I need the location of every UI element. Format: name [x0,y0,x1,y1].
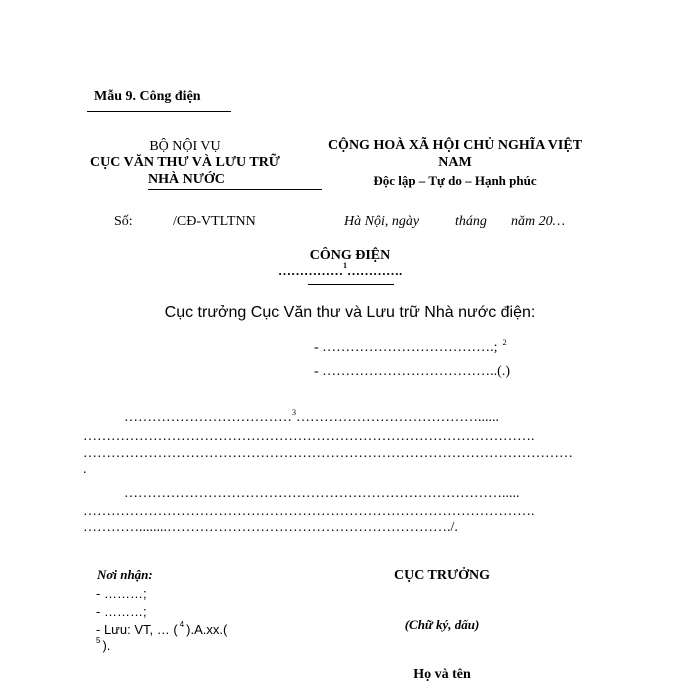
receiver-item-4: $^5$ ). [96,636,111,653]
body-p2-line3: …………........……………………………………………………./. [83,520,458,535]
doc-summary [278,263,402,279]
date-place: Hà Nội, ngày [344,214,420,229]
form-title: Mẫu 9. Công điện [94,89,201,104]
recipient-2: - ………………………………..(.) [314,364,510,379]
date-year: năm 20… [511,214,566,229]
body-p2-line2: ……………………………………………………………………………………. [83,504,535,519]
form-title-underline [87,111,231,112]
recipient-1: - ……………………………….; $^2$ [314,338,507,355]
doc-summary-right: …………. [347,263,403,278]
national-title-line1: CỘNG HOÀ XÃ HỘI CHỦ NGHĨA VIỆT [327,138,583,153]
number-label: Số: [114,214,133,229]
receivers-title: Nơi nhận: [97,567,153,582]
signer-title: CỤC TRƯỞNG [393,568,491,583]
body-p1-line3: …………………………………………………………………………………………… [83,446,573,461]
body-p1-line1: ………………………………$^3$…………………………………...... [124,408,499,425]
intro-line: Cục trưởng Cục Văn thư và Lưu trữ Nhà nước điện: [164,304,536,321]
signature-note: (Chữ ký, dấu) [404,617,480,632]
receiver-item-3: - Lưu: VT, … ( $^4$ ).A.xx.( [96,620,228,637]
body-p1-line4: . [83,462,87,477]
national-title-line2: NAM [438,155,472,170]
footnote-3: 3 [292,408,296,417]
number-code: /CĐ-VTLTNN [173,214,256,229]
footnote-1: 1 [343,261,347,270]
doc-summary-underline [308,284,394,285]
footnote-4: 4 [179,620,185,629]
body-p1-line2: ……………………………………………………………………………………. [83,429,535,444]
parent-agency: BỘ NỘI VỤ [149,139,221,154]
agency-underline [148,189,322,190]
national-motto: Độc lập – Tự do – Hạnh phúc [373,173,537,188]
doc-summary-left: …………… [278,263,343,278]
footnote-2: 2 [502,338,507,347]
doc-type-title: CÔNG ĐIỆN [309,248,391,263]
date-month: tháng [455,214,487,229]
agency-name-line2: NHÀ NƯỚC [148,172,225,187]
agency-name-line1: CỤC VĂN THƯ VÀ LƯU TRỮ [90,155,280,170]
signer-name: Họ và tên [413,667,471,682]
receiver-item-1: - ………; [96,586,147,601]
receiver-item-2: - ………; [96,604,147,619]
footnote-5: 5 [96,636,101,645]
body-p2-line1: ………………………………………………………………………..... [124,486,520,501]
